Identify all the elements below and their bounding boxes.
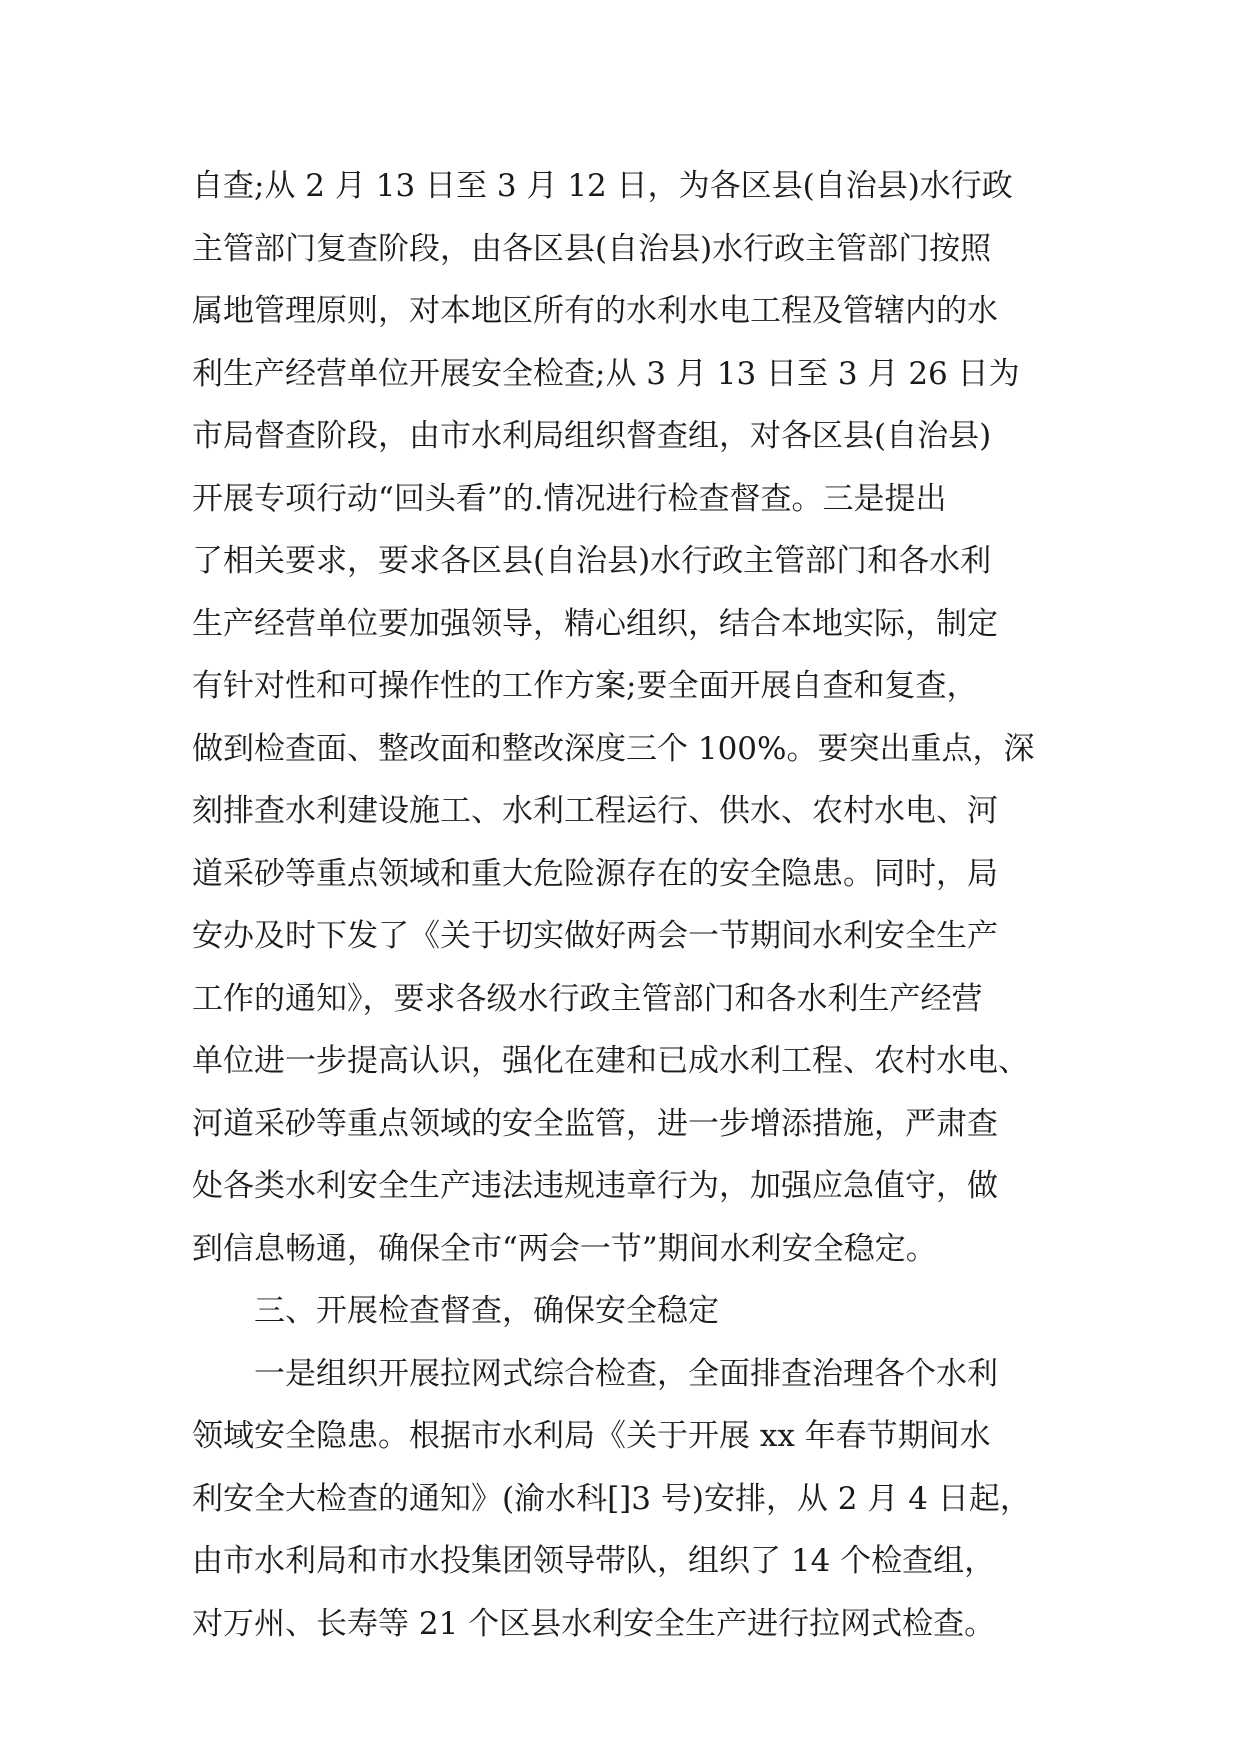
- text-line: 市局督查阶段，由市水利局组织督查组，对各区县(自治县): [192, 418, 992, 454]
- text-line: 主管部门复查阶段，由各区县(自治县)水行政主管部门按照: [192, 230, 992, 267]
- text-line: 生产经营单位要加强领导，精心组织，结合本地实际，制定: [192, 605, 998, 642]
- text-line: 属地管理原则，对本地区所有的水利水电工程及管辖内的水: [192, 293, 998, 329]
- text-line: 利安全大检查的通知》(渝水科[]3 号)安排，从 2 月 4 日起，: [192, 1480, 1031, 1517]
- text-line: 对万州、长寿等 21 个区县水利安全生产进行拉网式检查。: [192, 1605, 996, 1642]
- text-line: 开展专项行动“回头看”的.情况进行检查督查。三是提出: [192, 480, 947, 517]
- text-line: 有针对性和可操作性的工作方案;要全面开展自查和复查，: [192, 668, 978, 704]
- text-line: 领域安全隐患。根据市水利局《关于开展 xx 年春节期间水: [192, 1418, 991, 1454]
- text-line: 安办及时下发了《关于切实做好两会一节期间水利安全生产: [192, 918, 998, 954]
- text-line: 自查;从 2 月 13 日至 3 月 12 日，为各区县(自治县)水行政: [192, 168, 1013, 204]
- text-line: 河道采砂等重点领域的安全监管，进一步增添措施，严肃查: [192, 1105, 998, 1142]
- text-line: 道采砂等重点领域和重大危险源存在的安全隐患。同时，局: [192, 855, 998, 892]
- text-line: 做到检查面、整改面和整改深度三个 100%。要突出重点，深: [192, 730, 1035, 767]
- text-line: 工作的通知》，要求各级水行政主管部门和各水利生产经营: [192, 980, 983, 1017]
- text-line: 刻排查水利建设施工、水利工程运行、供水、农村水电、河: [192, 793, 998, 829]
- text-line: 利生产经营单位开展安全检查;从 3 月 13 日至 3 月 26 日为: [192, 355, 1020, 392]
- section-heading: 三、开展检查督查，确保安全稳定: [254, 1293, 719, 1329]
- text-line: 到信息畅通，确保全市“两会一节”期间水利安全稳定。: [192, 1230, 937, 1267]
- paragraph-first-line: 一是组织开展拉网式综合检查，全面排查治理各个水利: [254, 1355, 998, 1392]
- text-line: 由市水利局和市水投集团领导带队，组织了 14 个检查组，: [192, 1543, 996, 1579]
- document-body: [192, 155, 1072, 1655]
- text-line: 单位进一步提高认识，强化在建和已成水利工程、农村水电、: [192, 1043, 1029, 1079]
- text-line: 了相关要求，要求各区县(自治县)水行政主管部门和各水利: [192, 543, 992, 579]
- text-line: 处各类水利安全生产违法违规违章行为，加强应急值守，做: [192, 1168, 998, 1204]
